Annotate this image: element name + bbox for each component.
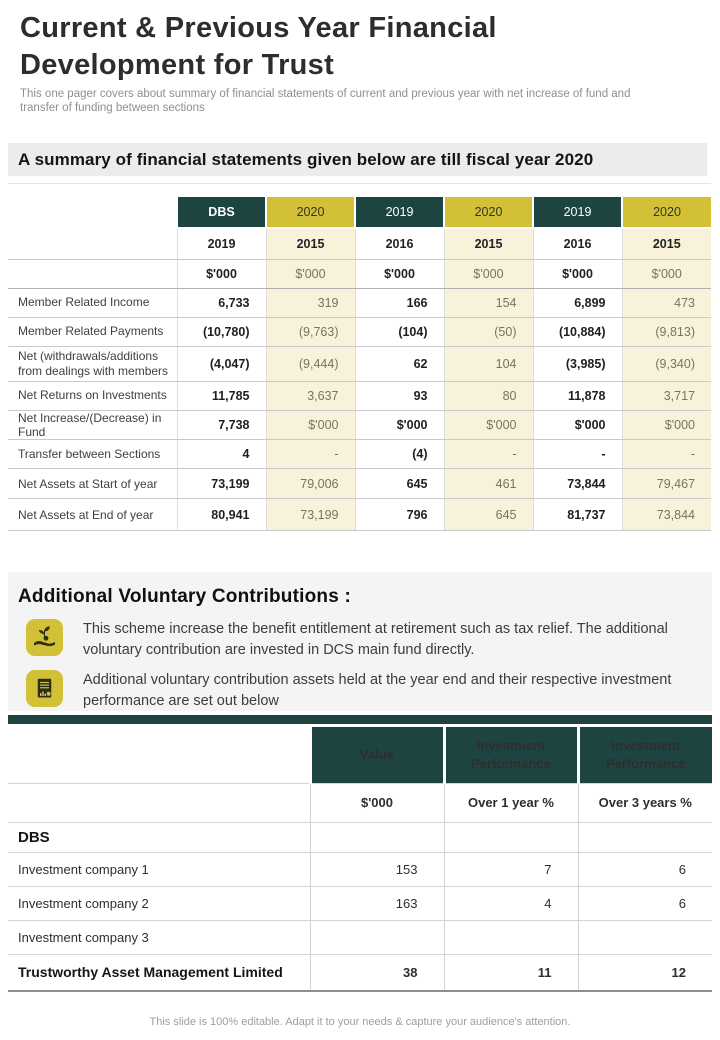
cell-unit: $'000: [444, 259, 533, 288]
cell-unit: Over 1 year %: [444, 783, 578, 822]
table-row: [8, 886, 712, 920]
cell-value: 473: [622, 288, 711, 317]
cell-value: (9,813): [622, 317, 711, 346]
row-label: Net Increase/(Decrease) in Fund: [8, 410, 177, 440]
row-label: [8, 228, 177, 259]
cell-value: 12: [578, 954, 712, 991]
divider-line: [8, 183, 711, 184]
row-label: Member Related Income: [8, 288, 177, 317]
column-header: 2020: [444, 197, 533, 228]
cell-value: [578, 822, 712, 852]
financial-summary-table: [8, 197, 711, 531]
cell-value: -: [622, 440, 711, 469]
column-header: DBS: [177, 197, 266, 228]
column-header: 2019: [355, 197, 444, 228]
table-row: [8, 346, 711, 381]
table-row: [8, 440, 711, 469]
row-label: Investment company 3: [8, 920, 310, 954]
table-row: [8, 288, 711, 317]
cell-value: 11,785: [177, 381, 266, 410]
table-row: [8, 259, 711, 288]
column-header: Investment Performance: [444, 727, 578, 783]
column-header: 2019: [533, 197, 622, 228]
column-header: Value: [310, 727, 444, 783]
cell-value: 7: [444, 852, 578, 886]
section-banner: A summary of financial statements given below are till fiscal year 2020: [8, 143, 707, 176]
column-header: 2020: [266, 197, 355, 228]
cell-value: -: [444, 440, 533, 469]
additional-voluntary-contributions-panel: [8, 572, 712, 711]
cell-value: (4,047): [177, 346, 266, 381]
cell-value: 73,199: [266, 499, 355, 531]
cell-value: 38: [310, 954, 444, 991]
cell-value: [444, 920, 578, 954]
cell-value: 80,941: [177, 499, 266, 531]
cell-value: (9,444): [266, 346, 355, 381]
row-label: Transfer between Sections: [8, 440, 177, 469]
cell-value: [310, 822, 444, 852]
cell-value: 796: [355, 499, 444, 531]
cell-value: 319: [266, 288, 355, 317]
cell-value: 461: [444, 469, 533, 499]
cell-value: 645: [444, 499, 533, 531]
cell-value: (10,780): [177, 317, 266, 346]
cell-value: 6,733: [177, 288, 266, 317]
row-label: DBS: [8, 822, 310, 852]
row-label: Net Assets at End of year: [8, 499, 177, 531]
avc-bullet-text: This scheme increase the benefit entitlement at retirement such as tax relief. The additional voluntary contribution are invested in DCS main fund directly.: [83, 621, 668, 658]
cell-value: $'000: [266, 410, 355, 440]
cell-value: [444, 822, 578, 852]
cell-unit: $'000: [622, 259, 711, 288]
cell-value: 81,737: [533, 499, 622, 531]
avc-bullet-text: Additional voluntary contribution assets held at the year end and their respective investment performance are set out below: [83, 672, 672, 709]
avc-bullet: [26, 670, 712, 712]
cell-value: (3,985): [533, 346, 622, 381]
cell-value: 3,637: [266, 381, 355, 410]
cell-value: 79,006: [266, 469, 355, 499]
row-label: Net Returns on Investments: [8, 381, 177, 410]
cell-value: (9,763): [266, 317, 355, 346]
row-label: [8, 783, 310, 822]
avc-bullet: [26, 619, 712, 661]
cell-value: 73,844: [533, 469, 622, 499]
cell-subyear: 2016: [355, 228, 444, 259]
row-label: Investment company 1: [8, 852, 310, 886]
table-row: [8, 197, 711, 228]
cell-value: $'000: [622, 410, 711, 440]
column-header: Investment Performance: [578, 727, 712, 783]
cell-value: $'000: [355, 410, 444, 440]
cell-value: $'000: [533, 410, 622, 440]
table-row: [8, 381, 711, 410]
table-row: [8, 822, 712, 852]
cell-unit: $'000: [355, 259, 444, 288]
growth-hand-icon: [26, 619, 63, 656]
cell-value: 6,899: [533, 288, 622, 317]
cell-value: 153: [310, 852, 444, 886]
cell-value: 11: [444, 954, 578, 991]
cell-value: 62: [355, 346, 444, 381]
row-label: Investment company 2: [8, 886, 310, 920]
cell-value: 3,717: [622, 381, 711, 410]
cell-value: $'000: [444, 410, 533, 440]
table-row: [8, 852, 712, 886]
cell-value: (4): [355, 440, 444, 469]
cell-value: -: [533, 440, 622, 469]
column-header: 2020: [622, 197, 711, 228]
cell-unit: $'000: [266, 259, 355, 288]
investment-performance-table: [8, 727, 712, 992]
cell-value: 6: [578, 852, 712, 886]
cell-unit: $'000: [533, 259, 622, 288]
cell-subyear: 2016: [533, 228, 622, 259]
cell-value: 645: [355, 469, 444, 499]
page-subtitle: This one pager covers about summary of financial statements of current and previous year with net increase of fund and transfer of funding between sections: [20, 88, 631, 114]
cell-value: -: [266, 440, 355, 469]
corner-cell: [8, 197, 177, 228]
table-row: [8, 469, 711, 499]
table-row: [8, 954, 712, 991]
cell-value: 4: [177, 440, 266, 469]
cell-unit: $'000: [310, 783, 444, 822]
table-row: [8, 410, 711, 440]
cell-value: 79,467: [622, 469, 711, 499]
table-row: [8, 920, 712, 954]
section-divider-bar: [8, 715, 712, 724]
cell-subyear: 2019: [177, 228, 266, 259]
cell-unit: $'000: [177, 259, 266, 288]
cell-value: (10,884): [533, 317, 622, 346]
cell-value: 6: [578, 886, 712, 920]
table-row: [8, 317, 711, 346]
cell-subyear: 2015: [444, 228, 533, 259]
row-label: Net (withdrawals/additions from dealings with members: [8, 346, 177, 381]
footer-note: This slide is 100% editable. Adapt it to your needs & capture your audience's attention.: [149, 1016, 571, 1028]
cell-value: 166: [355, 288, 444, 317]
cell-value: 73,199: [177, 469, 266, 499]
cell-value: 4: [444, 886, 578, 920]
cell-value: 7,738: [177, 410, 266, 440]
row-label: Net Assets at Start of year: [8, 469, 177, 499]
cell-value: (50): [444, 317, 533, 346]
avc-heading: Additional Voluntary Contributions :: [18, 586, 351, 607]
cell-value: 154: [444, 288, 533, 317]
cell-value: 93: [355, 381, 444, 410]
cell-value: [578, 920, 712, 954]
row-label: Trustworthy Asset Management Limited: [8, 954, 310, 991]
financial-report-icon: [26, 670, 63, 707]
cell-unit: Over 3 years %: [578, 783, 712, 822]
cell-value: 80: [444, 381, 533, 410]
cell-subyear: 2015: [622, 228, 711, 259]
row-label: Member Related Payments: [8, 317, 177, 346]
cell-subyear: 2015: [266, 228, 355, 259]
table-row: [8, 499, 711, 531]
cell-value: 11,878: [533, 381, 622, 410]
cell-value: [310, 920, 444, 954]
cell-value: 163: [310, 886, 444, 920]
row-label: [8, 259, 177, 288]
table-row: [8, 783, 712, 822]
cell-value: (104): [355, 317, 444, 346]
cell-value: 104: [444, 346, 533, 381]
cell-value: (9,340): [622, 346, 711, 381]
cell-value: 73,844: [622, 499, 711, 531]
corner-cell: [8, 727, 310, 783]
table-row: [8, 727, 712, 783]
table-row: [8, 228, 711, 259]
page-title: Current & Previous Year Financial Development for Trust: [20, 12, 497, 81]
